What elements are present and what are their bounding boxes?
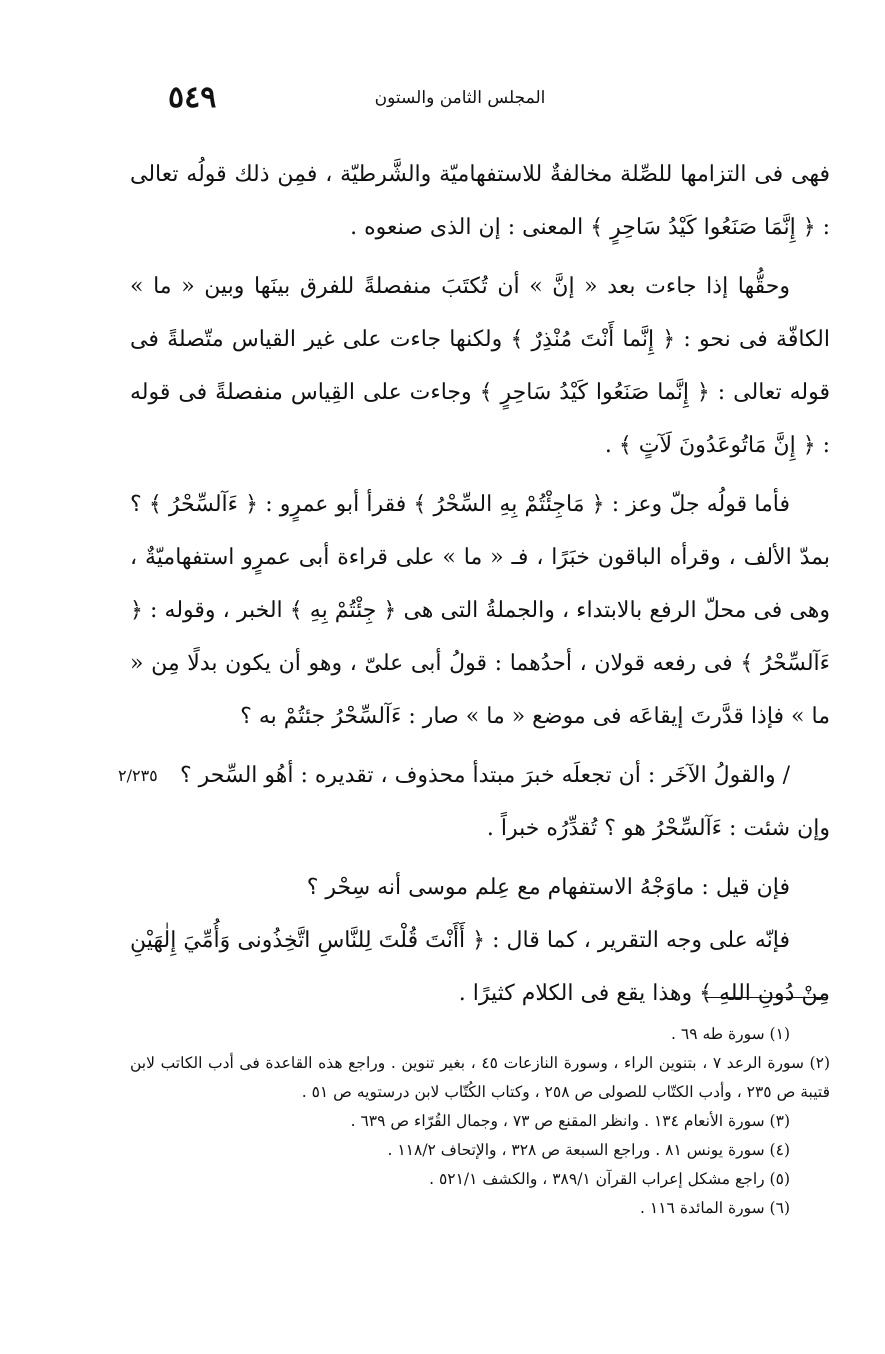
main-text xyxy=(118,148,830,1020)
footnote-3: (٣) سورة الأنعام ١٣٤ . وانظر المقنع ص ٧٣ ، وجمال القُرّاء ص ٦٣٩ . xyxy=(350,1112,790,1130)
paragraph-5: فإن قيل : ماوَجْهُ الاستفهام مع عِلم موسى أنه سِحْر ؟ xyxy=(306,875,790,900)
paragraph-4-line-1: / والقولُ الآخَر : أن تجعلَه خبرَ مبتدأ محذوف ، تقديره : أهُو السِّحر ؟ xyxy=(179,763,790,788)
footnotes xyxy=(130,1020,830,1223)
paragraph-1: فهى فى التزامها للصِّلة مخالفةٌ للاستفهاميّة والشَّرطيّة ، فمِن ذلك قولُه تعالى : ﴿ إِنَّمَا صَنَعُوا كَيْدُ سَاحِرٍ ﴾ المعنى : إن الذى صنعوه . xyxy=(130,162,830,240)
paragraph-4-continuation: وإن شئت : ءَآلسِّحْرُ هو ؟ تُقدِّرُه خبراً . xyxy=(486,816,830,841)
footnote-4: (٤) سورة يونس ٨١ . وراجع السبعة ص ٣٢٨ ، والإتحاف ١١٨/٢ . xyxy=(387,1141,790,1159)
footnote-divider xyxy=(705,997,827,998)
footnote-6: (٦) سورة المائدة ١١٦ . xyxy=(640,1199,790,1217)
running-header: المجلس الثامن والستون xyxy=(374,88,546,108)
footnote-5: (٥) راجع مشكل إعراب القرآن ٣٨٩/١ ، والكشف ٥٢١/١ . xyxy=(429,1170,790,1188)
footnote-2: (٢) سورة الرعد ٧ ، بتنوين الراء ، وسورة النازعات ٤٥ ، بغير تنوين . وراجع هذه القاعدة فى أدب الكاتب لابن قتيبة ص ٢٣٥ ، وأدب الكتّاب للصولى ص ٢٥٨ ، وكتاب الكُتّاب لابن درستويه ص ٥١ . xyxy=(130,1054,830,1101)
paragraph-6: فإنّه على وجه التقرير ، كما قال : ﴿ أَأَنْتَ قُلْتَ لِلنَّاسِ اتَّخِذُونى وَأُمِّيَ إِلٰهَيْنِ مِنْ دُونِ اللهِ ﴾ وهذا يقع فى الكلام كثيرًا . xyxy=(130,928,830,1006)
paragraph-4 xyxy=(118,749,830,802)
footnote-1: (١) سورة طه ٦٩ . xyxy=(671,1025,790,1043)
paragraph-2: وحقُّها إذا جاءت بعد « إنَّ » أن تُكتَبَ منفصلةً للفرق بينَها وبين « ما » الكافّة فى نحو : ﴿ إِنَّما أَنْتَ مُنْذِرٌ ﴾ ولكنها جاءت على غير القياس متّصلةً فى قوله تعالى : ﴿ إِنَّما صَنَعُوا كَيْدُ سَاحِرٍ ﴾ وجاءت على القِياس منفصلةً فى قوله : ﴿ إِنَّ مَاتُوعَدُونَ لَآتٍ ﴾ . xyxy=(130,274,830,458)
page-number: ٥٤٩ xyxy=(168,80,217,115)
volume-page-reference: ٢/٢٣٥ xyxy=(118,766,158,785)
paragraph-3: فأما قولُه جلّ وعز : ﴿ مَاجِئْتُمْ بِهِ السِّحْرُ ﴾ فقرأ أبو عمرٍو : ﴿ ءَآلسِّحْرُ ﴾ ؟ بمدّ الألف ، وقرأه الباقون خبَرًا ، فـ « ما » على قراءة أبى عمرٍو استفهاميّةٌ ، وهى فى محلّ الرفع بالابتداء ، والجملةُ التى هى ﴿ جِئْتُمْ بِهِ ﴾ الخبر ، وقوله : ﴿ ءَآلسِّحْرُ ﴾ فى رفعه قولان ، أحدُهما : قولُ أبى علىّ ، وهو أن يكون بدلًا مِن « ما » فإذا قدَّرتَ إيقاعَه فى موضع « ما » صار : ءَآلسِّحْرُ جئتُمْ به ؟ xyxy=(130,492,830,729)
